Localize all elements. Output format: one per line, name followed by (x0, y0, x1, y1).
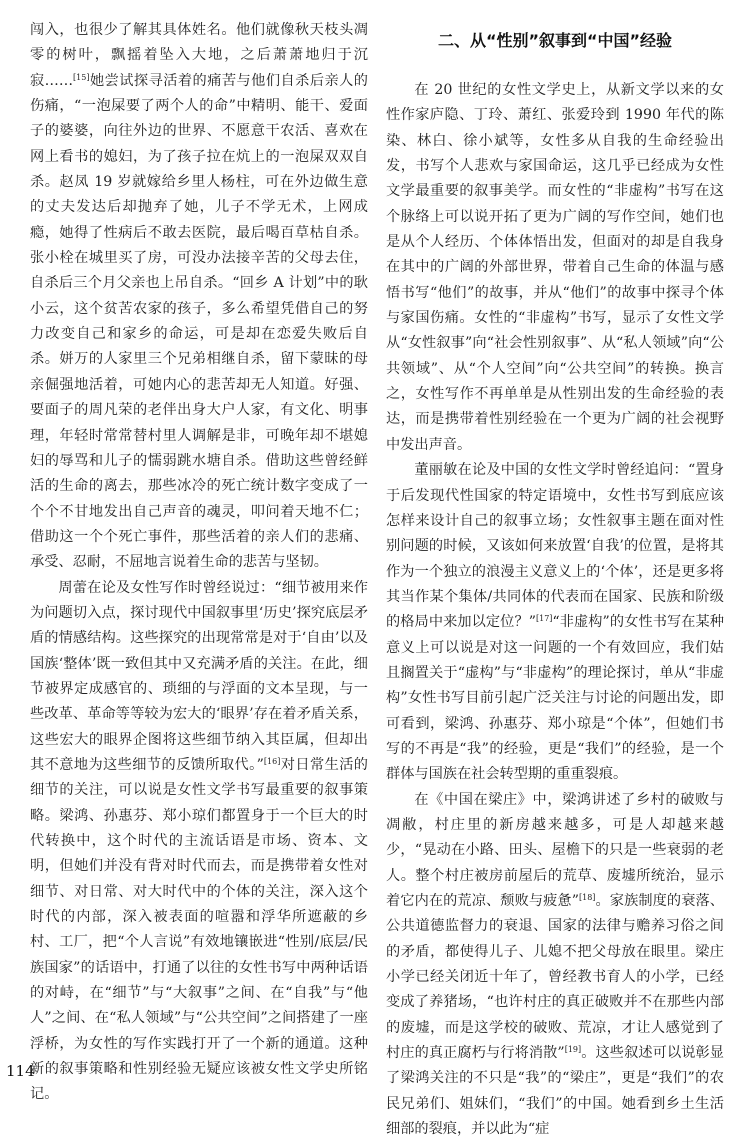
section-heading: 二、从“性别”叙事到“中国”经验 (437, 31, 673, 50)
right-column (386, 18, 724, 1138)
paragraph-text: 对日常生活的细节的关注，可以说是女性文学书写最重要的叙事策略。梁鸿、孙惠芬、郑小琼们都置身于一个巨大的时代转换中，这个时代的主流话语是市场、资本、文明，但她们并没有背对时代而去，而是携带着女性对细节、对日常、对大时代中的个体的关注，深入这个时代的内部，深入被表面的喧嚣和浮华所遮蔽的乡村、工厂，把“个人言说”有效地镶嵌进“性别/底层/民族国家”的话语中，打通了以往的女性书写中两种话语的对峙，在“细节”与“大叙事”之间、在“自我”与“他人”之间、在“私人领域”与“公共空间”之间搭建了一座浮桥，为女性的写作实践打开了一个新的通道。这种新的叙事策略和性别经验无疑应该被女性文学史所铭记。 (30, 756, 368, 1103)
paragraph-text: 在 20 世纪的女性文学史上，从新文学以来的女性作家庐隐、丁玲、萧红、张爱玲到 1990 年代的陈染、林白、徐小斌等，女性多从自我的生命经验出发，书写个人悲欢与家国命运，这几乎已经成为女性文学最重要的叙事美学。而女性的“非虚构”书写在这个脉络上可以说开拓了更为广阔的写作空间，她们也是从个人经历、个体体悟出发，但面对的却是自我身在其中的广阔的外部世界，带着自己生命的体温与感悟书写“他们”的故事，并从“他们”的故事中探寻个体与家国伤痛。女性的“非虚构”书写，显示了女性文学从“女性叙事”向“社会性别叙事”、从“私人领域”向“公共领域”、从“个人空间”向“公共空间”的转换。换言之，女性写作不再单单是从性别出发的生命经验的表达，而是携带着性别经验在一个更为广阔的社会视野中发出声音。 (386, 82, 724, 453)
paragraph-text: 。这些叙述可以说彰显了梁鸿关注的不只是“我”的“梁庄”，更是“我们”的农民兄弟们、姐妹们，“我们”的中国。她看到乡土生活细部的裂痕，并以此为“症 (386, 1045, 724, 1138)
paragraph-text: 董丽敏在论及中国的女性文学时曾经追问：“置身于后发现代性国家的特定语境中，女性书写到底应该怎样来设计自己的叙事立场；女性叙事主题在面对性别问题的时候，又该如何来放置‘自我’的位置，是将其作为一个独立的浪漫主义意义上的‘个体’，还是更多将其当作某个集体/共同体的代表而在国家、民族和阶级的格局中来加以定位？” (386, 462, 724, 631)
paragraph-text: 周蕾在论及女性写作时曾经说过：“细节被用来作为问题切入点，探讨现代中国叙事里‘历史’探究底层矛盾的情感结构。这些探究的出现常常是对于‘自由’以及国族‘整体’既一致但其中又充满矛盾的关注。在此，细节被界定成感官的、琐细的与浮面的文本呈现，与一些改革、革命等等较为宏大的‘眼界’存在着矛盾关系，这些宏大的眼界企图将这些细节纳入其臣属，但却出其不意地为这些细节的反馈所取代。” (30, 579, 368, 773)
footnote-ref: [18] (578, 893, 596, 902)
footnote-ref: [15] (73, 72, 90, 82)
footnote-ref: [16] (263, 756, 281, 766)
footnote-ref: [17] (535, 614, 553, 624)
footnote-ref: [19] (564, 1045, 582, 1055)
page-number: 114 (6, 1062, 35, 1080)
paragraph-text: 在《中国在梁庄》中，梁鸿讲述了乡村的破败与凋敝，村庄里的新房越来越多，可是人却越来越少，“晃动在小路、田头、屋檐下的只是一些衰弱的老人。整个村庄被房前屋后的荒草、废墟所统治，显示着它内在的荒凉、颓败与疲惫” (386, 791, 724, 909)
paragraph (386, 458, 724, 787)
paragraph-text: 她尝试探寻活着的痛苦与他们自杀后亲人的伤痛，“一泡屎要了两个人的命”中精明、能干、爱面子的婆婆，向往外边的世界、不愿意干农活、喜欢在网上看书的媳妇，为了孩子拉在炕上的一泡屎双双自杀。赵凤 19 岁就嫁给乡里人杨柱，可在外边做生意的丈夫发达后却抛弃了她，儿子不学无术，上网成瘾，她得了性病后不敢去医院，最后喝百草枯自杀。张小栓在城里买了房，可没办法接辛苦的父母去住，自杀后三个月父亲也上吊自杀。“回乡 A 计划”中的耿小云，这个贫苦农家的孩子，多么希望凭借自己的努力改变自己和家乡的命运，可是却在恋爱失败后自杀。姘万的人家里三个兄弟相继自杀，留下蒙昧的母亲倔强地活着，可她内心的悲苦却无人知道。好强、要面子的周凡荣的老伴出身大户人家，有文化、明事理，年轻时常常替村里人调解是非，可晚年却不堪媳妇的辱骂和儿子的懦弱跳水塘自杀。借助这些曾经鲜活的生命的离去，那些冰冷的死亡统计数字变成了一个个不甘地发出自己声音的魂灵，叩问着天地不仁；借助这一个个死亡事件，那些活着的亲人们的悲痛、承受、忍耐，不屈地言说着生命的悲苦与坚韧。 (30, 72, 368, 571)
paragraph (386, 788, 724, 1142)
paragraph-text: 。家族制度的衰落、公共道德监督力的衰退、国家的法律与赡养习俗之间的矛盾，都使得儿子、儿媳不把父母放在眼里。梁庄小学已经关闭近十年了，曾经教书育人的小学，已经变成了养猪场，“也许村庄的真正破败并不在那些内部的废墟，而是这学校的破败、荒凉，才让人感觉到了村庄的真正腐朽与行将消散” (386, 893, 724, 1062)
left-column (30, 18, 368, 1103)
paragraph-text: “非虚构”的女性书写在某种意义上可以说是对这一问题的一个有效回应，我们姑且搁置关于“虚构”与“非虚构”的理论探讨，单从“非虚构”女性书写目前引起广泛关注与讨论的问题出发，即可看到，梁鸿、孙惠芬、郑小琼是“个体”，但她们书写的不再是“我”的经验，更是“我们”的经验，是一个群体与国族在社会转型期的重重裂痕。 (386, 614, 724, 783)
paragraph (386, 78, 724, 458)
article-page (30, 18, 724, 1138)
paragraph (30, 576, 368, 1108)
paragraph-continuation (30, 18, 368, 576)
paragraph-text: 闯入，也很少了解其具体姓名。他们就像秋天枝头凋零的树叶，飘摇着坠入大地，之后萧萧地归于沉寂…… (30, 22, 368, 89)
